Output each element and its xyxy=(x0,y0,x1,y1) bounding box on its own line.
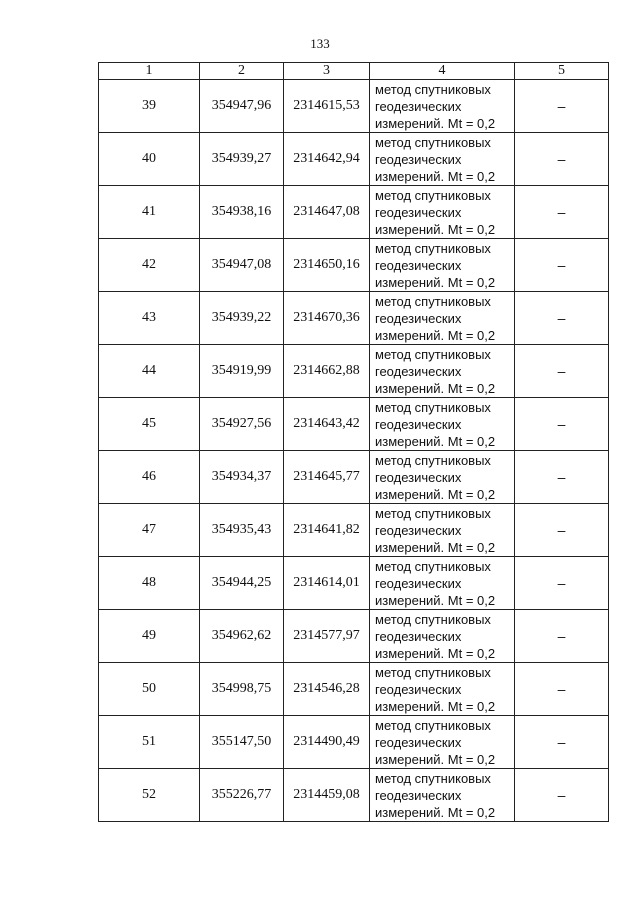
x-coordinate-cell: 354947,96 xyxy=(200,80,284,133)
x-coordinate-cell: 354935,43 xyxy=(200,504,284,557)
y-coordinate-cell: 2314642,94 xyxy=(284,133,370,186)
x-coordinate-cell: 354934,37 xyxy=(200,451,284,504)
table-row xyxy=(99,663,609,716)
column-header: 5 xyxy=(515,63,609,80)
method-line: геодезических xyxy=(375,310,462,326)
y-coordinate-cell: 2314645,77 xyxy=(284,451,370,504)
method-cell xyxy=(370,133,515,186)
point-number-cell: 42 xyxy=(99,239,200,292)
method-line: метод спутниковых xyxy=(375,134,491,150)
column-header: 3 xyxy=(284,63,370,80)
x-coordinate-cell: 355147,50 xyxy=(200,716,284,769)
x-coordinate-cell: 354944,25 xyxy=(200,557,284,610)
method-line: метод спутниковых xyxy=(375,505,491,521)
method-cell xyxy=(370,557,515,610)
point-number-cell: 44 xyxy=(99,345,200,398)
method-cell xyxy=(370,292,515,345)
table-row xyxy=(99,769,609,822)
method-line: метод спутниковых xyxy=(375,558,491,574)
method-line: геодезических xyxy=(375,469,462,485)
table-row xyxy=(99,80,609,133)
method-line: геодезических xyxy=(375,522,462,538)
point-number-cell: 47 xyxy=(99,504,200,557)
method-cell xyxy=(370,451,515,504)
method-line: измерений. Mt = 0,2 xyxy=(375,433,496,449)
note-cell: – xyxy=(515,186,609,239)
method-line: метод спутниковых xyxy=(375,399,491,415)
x-coordinate-cell: 354947,08 xyxy=(200,239,284,292)
note-cell: – xyxy=(515,451,609,504)
method-line: метод спутниковых xyxy=(375,240,491,256)
coordinates-table xyxy=(98,62,609,822)
table-row xyxy=(99,451,609,504)
x-coordinate-cell: 354998,75 xyxy=(200,663,284,716)
method-line: измерений. Mt = 0,2 xyxy=(375,327,496,343)
method-cell xyxy=(370,610,515,663)
table-row xyxy=(99,292,609,345)
y-coordinate-cell: 2314650,16 xyxy=(284,239,370,292)
table-row xyxy=(99,398,609,451)
method-line: метод спутниковых xyxy=(375,452,491,468)
y-coordinate-cell: 2314647,08 xyxy=(284,186,370,239)
method-line: геодезических xyxy=(375,734,462,750)
note-cell: – xyxy=(515,663,609,716)
method-line: измерений. Mt = 0,2 xyxy=(375,115,496,131)
method-line: метод спутниковых xyxy=(375,187,491,203)
method-line: измерений. Mt = 0,2 xyxy=(375,486,496,502)
method-line: геодезических xyxy=(375,98,462,114)
method-line: геодезических xyxy=(375,628,462,644)
y-coordinate-cell: 2314577,97 xyxy=(284,610,370,663)
point-number-cell: 46 xyxy=(99,451,200,504)
column-header: 4 xyxy=(370,63,515,80)
table-row xyxy=(99,186,609,239)
method-line: геодезических xyxy=(375,575,462,591)
point-number-cell: 41 xyxy=(99,186,200,239)
method-line: измерений. Mt = 0,2 xyxy=(375,751,496,767)
note-cell: – xyxy=(515,398,609,451)
table-row xyxy=(99,345,609,398)
method-cell xyxy=(370,345,515,398)
x-coordinate-cell: 354939,22 xyxy=(200,292,284,345)
y-coordinate-cell: 2314643,42 xyxy=(284,398,370,451)
method-cell xyxy=(370,663,515,716)
x-coordinate-cell: 354927,56 xyxy=(200,398,284,451)
method-line: измерений. Mt = 0,2 xyxy=(375,698,496,714)
y-coordinate-cell: 2314641,82 xyxy=(284,504,370,557)
note-cell: – xyxy=(515,80,609,133)
method-cell xyxy=(370,716,515,769)
method-cell xyxy=(370,769,515,822)
method-cell xyxy=(370,239,515,292)
table-row xyxy=(99,133,609,186)
x-coordinate-cell: 354939,27 xyxy=(200,133,284,186)
table-row xyxy=(99,239,609,292)
method-line: геодезических xyxy=(375,257,462,273)
y-coordinate-cell: 2314459,08 xyxy=(284,769,370,822)
table-row xyxy=(99,504,609,557)
y-coordinate-cell: 2314490,49 xyxy=(284,716,370,769)
method-line: измерений. Mt = 0,2 xyxy=(375,168,496,184)
method-line: геодезических xyxy=(375,681,462,697)
table-row xyxy=(99,716,609,769)
method-line: измерений. Mt = 0,2 xyxy=(375,592,496,608)
note-cell: – xyxy=(515,292,609,345)
method-line: геодезических xyxy=(375,151,462,167)
point-number-cell: 50 xyxy=(99,663,200,716)
column-header: 2 xyxy=(200,63,284,80)
method-cell xyxy=(370,504,515,557)
table-row xyxy=(99,610,609,663)
column-header: 1 xyxy=(99,63,200,80)
y-coordinate-cell: 2314615,53 xyxy=(284,80,370,133)
method-line: измерений. Mt = 0,2 xyxy=(375,804,496,820)
point-number-cell: 48 xyxy=(99,557,200,610)
y-coordinate-cell: 2314670,36 xyxy=(284,292,370,345)
method-line: измерений. Mt = 0,2 xyxy=(375,645,496,661)
note-cell: – xyxy=(515,345,609,398)
point-number-cell: 49 xyxy=(99,610,200,663)
note-cell: – xyxy=(515,504,609,557)
point-number-cell: 45 xyxy=(99,398,200,451)
method-line: геодезических xyxy=(375,363,462,379)
point-number-cell: 39 xyxy=(99,80,200,133)
table-header-row xyxy=(99,63,609,80)
point-number-cell: 40 xyxy=(99,133,200,186)
point-number-cell: 43 xyxy=(99,292,200,345)
method-line: метод спутниковых xyxy=(375,293,491,309)
note-cell: – xyxy=(515,716,609,769)
method-line: метод спутниковых xyxy=(375,664,491,680)
y-coordinate-cell: 2314614,01 xyxy=(284,557,370,610)
y-coordinate-cell: 2314546,28 xyxy=(284,663,370,716)
method-line: геодезических xyxy=(375,204,462,220)
method-line: метод спутниковых xyxy=(375,770,491,786)
method-line: метод спутниковых xyxy=(375,346,491,362)
method-line: измерений. Mt = 0,2 xyxy=(375,274,496,290)
table-row xyxy=(99,557,609,610)
x-coordinate-cell: 354919,99 xyxy=(200,345,284,398)
method-cell xyxy=(370,80,515,133)
note-cell: – xyxy=(515,557,609,610)
method-line: геодезических xyxy=(375,416,462,432)
method-line: измерений. Mt = 0,2 xyxy=(375,380,496,396)
x-coordinate-cell: 354962,62 xyxy=(200,610,284,663)
y-coordinate-cell: 2314662,88 xyxy=(284,345,370,398)
method-line: метод спутниковых xyxy=(375,611,491,627)
point-number-cell: 51 xyxy=(99,716,200,769)
x-coordinate-cell: 354938,16 xyxy=(200,186,284,239)
x-coordinate-cell: 355226,77 xyxy=(200,769,284,822)
method-line: измерений. Mt = 0,2 xyxy=(375,539,496,555)
note-cell: – xyxy=(515,133,609,186)
method-line: метод спутниковых xyxy=(375,717,491,733)
method-line: измерений. Mt = 0,2 xyxy=(375,221,496,237)
method-line: геодезических xyxy=(375,787,462,803)
note-cell: – xyxy=(515,239,609,292)
method-line: метод спутниковых xyxy=(375,81,491,97)
method-cell xyxy=(370,186,515,239)
note-cell: – xyxy=(515,769,609,822)
page-number: 133 xyxy=(310,36,330,51)
method-cell xyxy=(370,398,515,451)
note-cell: – xyxy=(515,610,609,663)
point-number-cell: 52 xyxy=(99,769,200,822)
